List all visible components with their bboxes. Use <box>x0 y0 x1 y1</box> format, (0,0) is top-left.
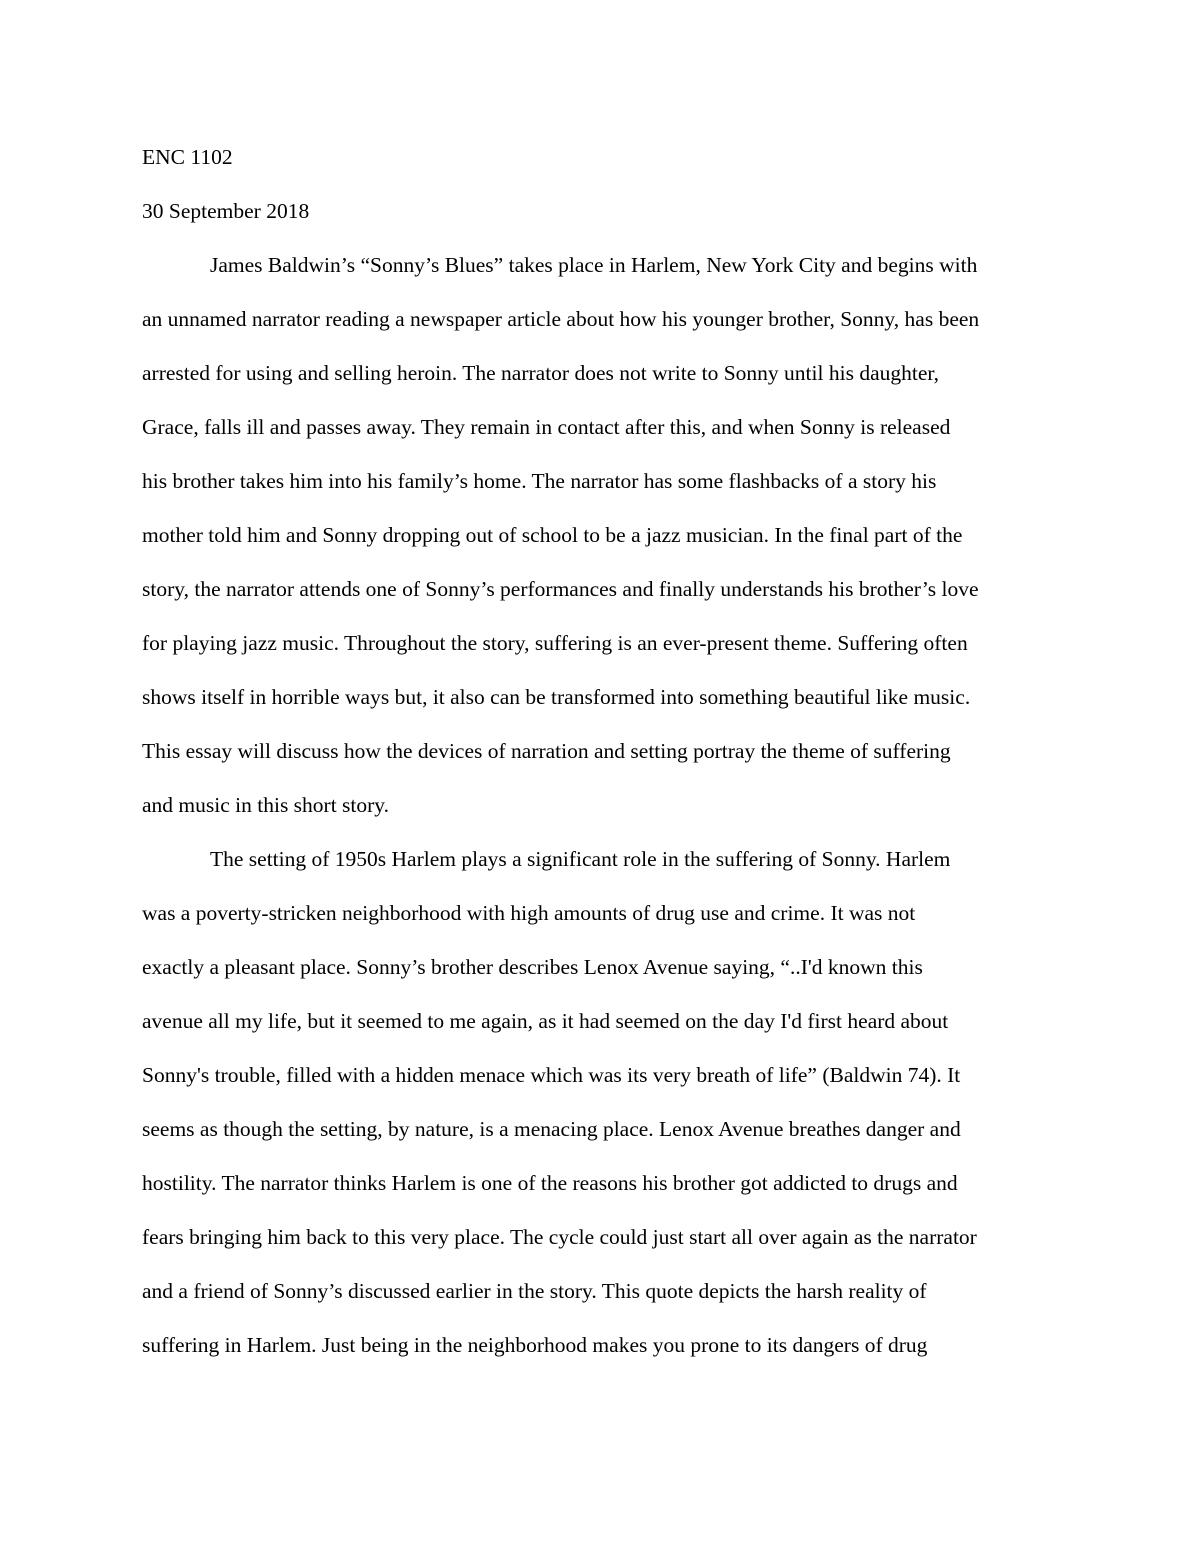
text-line: The setting of 1950s Harlem plays a significant role in the suffering of Sonny. Harlem <box>210 847 951 871</box>
text-line: suffering in Harlem. Just being in the neighborhood makes you prone to its dangers of drug <box>142 1333 928 1357</box>
text-line: James Baldwin’s “Sonny’s Blues” takes place in Harlem, New York City and begins with <box>210 253 978 277</box>
text-line: an unnamed narrator reading a newspaper article about how his younger brother, Sonny, has been <box>142 307 980 331</box>
text-line: story, the narrator attends one of Sonny’s performances and finally understands his brother’s love <box>142 577 979 601</box>
text-line: avenue all my life, but it seemed to me again, as it had seemed on the day I'd first heard about <box>142 1009 949 1033</box>
text-line: arrested for using and selling heroin. The narrator does not write to Sonny until his daughter, <box>142 361 940 385</box>
text-line: for playing jazz music. Throughout the story, suffering is an ever-present theme. Suffering often <box>142 631 968 655</box>
text-line: his brother takes him into his family’s home. The narrator has some flashbacks of a story his <box>142 469 937 493</box>
text-line: fears bringing him back to this very place. The cycle could just start all over again as the narrator <box>142 1225 977 1249</box>
text-line: Grace, falls ill and passes away. They remain in contact after this, and when Sonny is released <box>142 415 951 439</box>
text-line: This essay will discuss how the devices of narration and setting portray the theme of suffering <box>142 739 951 763</box>
text-line: shows itself in horrible ways but, it also can be transformed into something beautiful like music. <box>142 685 971 709</box>
text-line: mother told him and Sonny dropping out of school to be a jazz musician. In the final part of the <box>142 523 963 547</box>
text-line: Sonny's trouble, filled with a hidden menace which was its very breath of life” (Baldwin 74). It <box>142 1063 961 1087</box>
text-line: seems as though the setting, by nature, is a menacing place. Lenox Avenue breathes danger and <box>142 1117 961 1141</box>
text-line: and music in this short story. <box>142 793 390 817</box>
text-line: and a friend of Sonny’s discussed earlier in the story. This quote depicts the harsh reality of <box>142 1279 927 1303</box>
date-line: 30 September 2018 <box>142 199 310 223</box>
course-line: ENC 1102 <box>142 145 233 169</box>
text-line: exactly a pleasant place. Sonny’s brother describes Lenox Avenue saying, “..I'd known this <box>142 955 923 979</box>
text-line: was a poverty-stricken neighborhood with high amounts of drug use and crime. It was not <box>142 901 916 925</box>
text-line: hostility. The narrator thinks Harlem is one of the reasons his brother got addicted to drugs and <box>142 1171 958 1195</box>
